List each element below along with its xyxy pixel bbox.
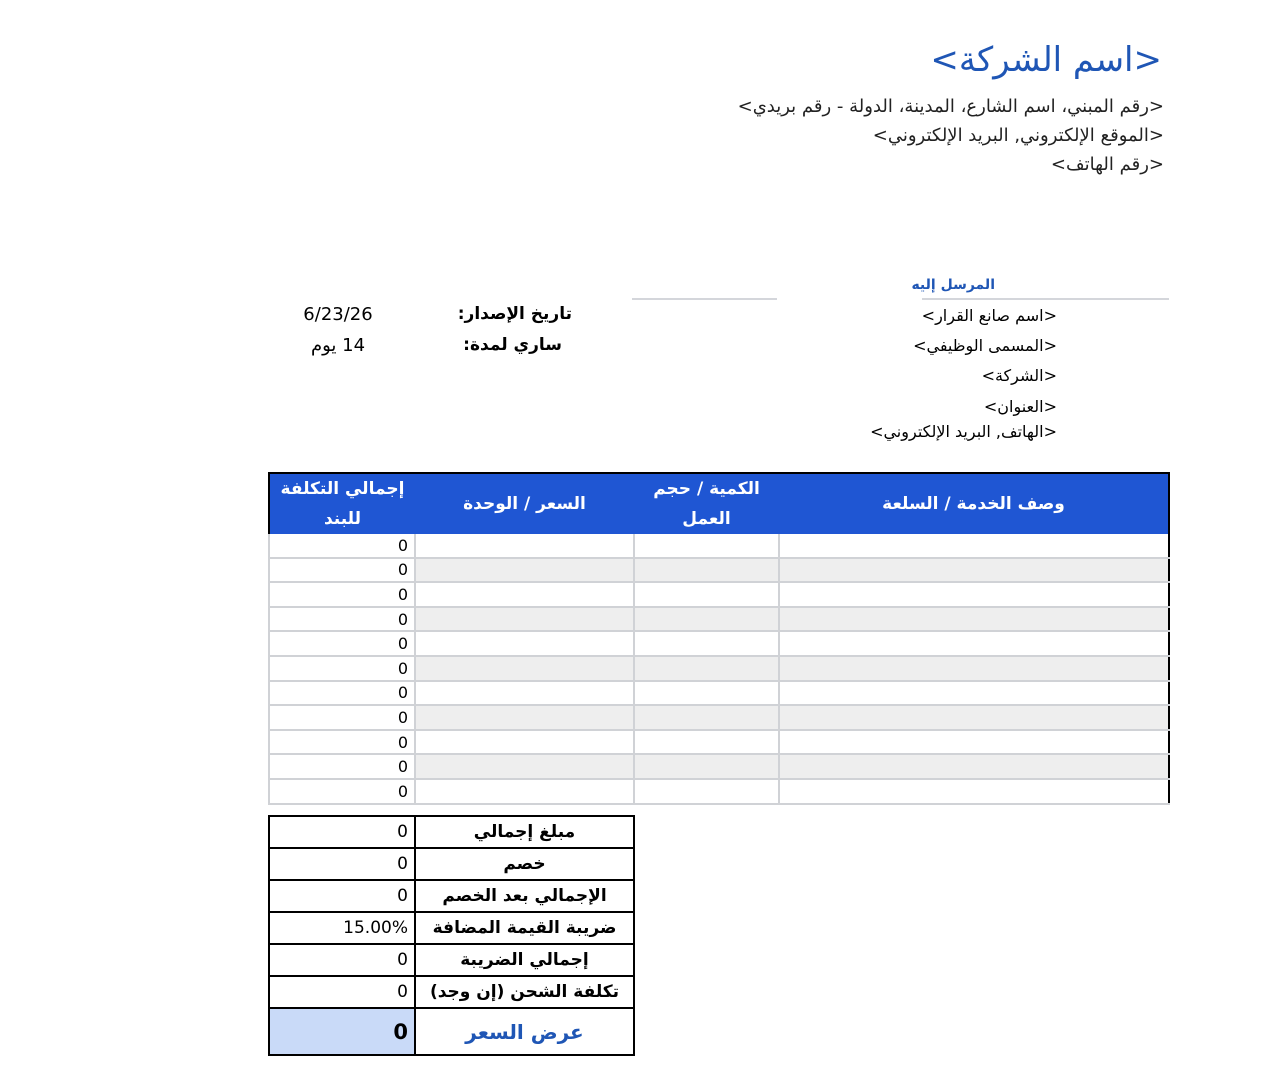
unit-price-cell[interactable] — [415, 534, 634, 558]
items-header-row — [269, 473, 1169, 534]
company-web-email: <الموقع الإلكتروني, البريد الإلكتروني> — [872, 125, 1164, 146]
description-cell[interactable] — [779, 779, 1169, 804]
description-cell[interactable] — [779, 534, 1169, 558]
line-total-cell[interactable]: 0 — [269, 779, 415, 804]
recipient-contact: <الهاتف, البريد الإلكتروني> — [870, 422, 1057, 441]
quantity-cell[interactable] — [634, 754, 779, 779]
table-row — [269, 730, 1169, 755]
issue-date-label: تاريخ الإصدار: — [457, 304, 572, 324]
table-row — [269, 582, 1169, 607]
company-name: <اسم الشركة> — [930, 40, 1162, 80]
recipient-name: <اسم صانع القرار> — [921, 306, 1057, 325]
vat-label: ضريبة القيمة المضافة — [415, 912, 634, 944]
line-total-cell[interactable]: 0 — [269, 558, 415, 583]
description-cell[interactable] — [779, 705, 1169, 730]
quantity-cell[interactable] — [634, 631, 779, 656]
summary-row-vat — [269, 912, 634, 944]
recipient-heading: المرسل إليه — [911, 277, 995, 293]
line-total-cell[interactable]: 0 — [269, 730, 415, 755]
recipient-address: <العنوان> — [983, 397, 1057, 416]
quantity-cell[interactable] — [634, 607, 779, 632]
unit-price-cell[interactable] — [415, 754, 634, 779]
unit-price-cell[interactable] — [415, 607, 634, 632]
line-total-cell[interactable]: 0 — [269, 705, 415, 730]
unit-price-cell[interactable] — [415, 631, 634, 656]
shipping-value[interactable]: 0 — [269, 976, 415, 1008]
table-row — [269, 558, 1169, 583]
company-phone: <رقم الهاتف> — [1050, 154, 1164, 175]
unit-price-cell[interactable] — [415, 558, 634, 583]
description-cell[interactable] — [779, 631, 1169, 656]
unit-price-cell[interactable] — [415, 681, 634, 706]
recipient-divider — [922, 298, 1169, 300]
summary-row-discount — [269, 848, 634, 880]
meta-divider — [632, 298, 777, 300]
recipient-title: <المسمى الوظيفي> — [913, 336, 1057, 355]
subtotal-label: مبلغ إجمالي — [415, 816, 634, 848]
summary-row-quote — [269, 1008, 634, 1055]
unit-price-cell[interactable] — [415, 779, 634, 804]
subtotal-value[interactable]: 0 — [269, 816, 415, 848]
unit-price-cell[interactable] — [415, 730, 634, 755]
description-cell[interactable] — [779, 754, 1169, 779]
table-row — [269, 631, 1169, 656]
description-cell[interactable] — [779, 681, 1169, 706]
quote-total-value[interactable]: 0 — [269, 1008, 415, 1055]
line-total-cell[interactable]: 0 — [269, 534, 415, 558]
table-row — [269, 754, 1169, 779]
table-row — [269, 779, 1169, 804]
table-row — [269, 705, 1169, 730]
quantity-cell[interactable] — [634, 779, 779, 804]
vat-value[interactable]: 15.00% — [269, 912, 415, 944]
tax-total-label: إجمالي الضريبة — [415, 944, 634, 976]
after-discount-label: الإجمالي بعد الخصم — [415, 880, 634, 912]
discount-value[interactable]: 0 — [269, 848, 415, 880]
line-total-cell[interactable]: 0 — [269, 754, 415, 779]
line-total-cell[interactable]: 0 — [269, 631, 415, 656]
table-row — [269, 656, 1169, 681]
after-discount-value[interactable]: 0 — [269, 880, 415, 912]
table-row — [269, 534, 1169, 558]
summary-table — [268, 815, 635, 1056]
summary-row-subtotal — [269, 816, 634, 848]
shipping-label: تكلفة الشحن (إن وجد) — [415, 976, 634, 1008]
summary-row-shipping — [269, 976, 634, 1008]
line-total-cell[interactable]: 0 — [269, 582, 415, 607]
summary-row-tax-total — [269, 944, 634, 976]
header-quantity: الكمية / حجم العمل — [634, 473, 779, 534]
quantity-cell[interactable] — [634, 656, 779, 681]
line-total-cell[interactable]: 0 — [269, 607, 415, 632]
unit-price-cell[interactable] — [415, 656, 634, 681]
quantity-cell[interactable] — [634, 534, 779, 558]
issue-date-value: 6/23/26 — [303, 304, 373, 325]
line-total-cell[interactable]: 0 — [269, 656, 415, 681]
recipient-company: <الشركة> — [981, 366, 1057, 385]
description-cell[interactable] — [779, 607, 1169, 632]
line-total-cell[interactable]: 0 — [269, 681, 415, 706]
tax-total-value[interactable]: 0 — [269, 944, 415, 976]
unit-price-cell[interactable] — [415, 705, 634, 730]
header-line-total: إجمالي التكلفة للبند — [269, 473, 415, 534]
description-cell[interactable] — [779, 582, 1169, 607]
items-table — [268, 472, 1170, 805]
header-description: وصف الخدمة / السلعة — [779, 473, 1169, 534]
header-unit-price: السعر / الوحدة — [415, 473, 634, 534]
valid-for-label: ساري لمدة: — [463, 335, 562, 355]
quantity-cell[interactable] — [634, 681, 779, 706]
company-address: <رقم المبني، اسم الشارع، المدينة، الدولة - رقم بريدي> — [737, 96, 1164, 117]
quantity-cell[interactable] — [634, 705, 779, 730]
unit-price-cell[interactable] — [415, 582, 634, 607]
quantity-cell[interactable] — [634, 582, 779, 607]
description-cell[interactable] — [779, 656, 1169, 681]
valid-for-value: 14 يوم — [310, 335, 366, 356]
description-cell[interactable] — [779, 730, 1169, 755]
summary-row-after-discount — [269, 880, 634, 912]
quote-total-label: عرض السعر — [415, 1008, 634, 1055]
description-cell[interactable] — [779, 558, 1169, 583]
table-row — [269, 607, 1169, 632]
discount-label: خصم — [415, 848, 634, 880]
quantity-cell[interactable] — [634, 730, 779, 755]
quantity-cell[interactable] — [634, 558, 779, 583]
table-row — [269, 681, 1169, 706]
